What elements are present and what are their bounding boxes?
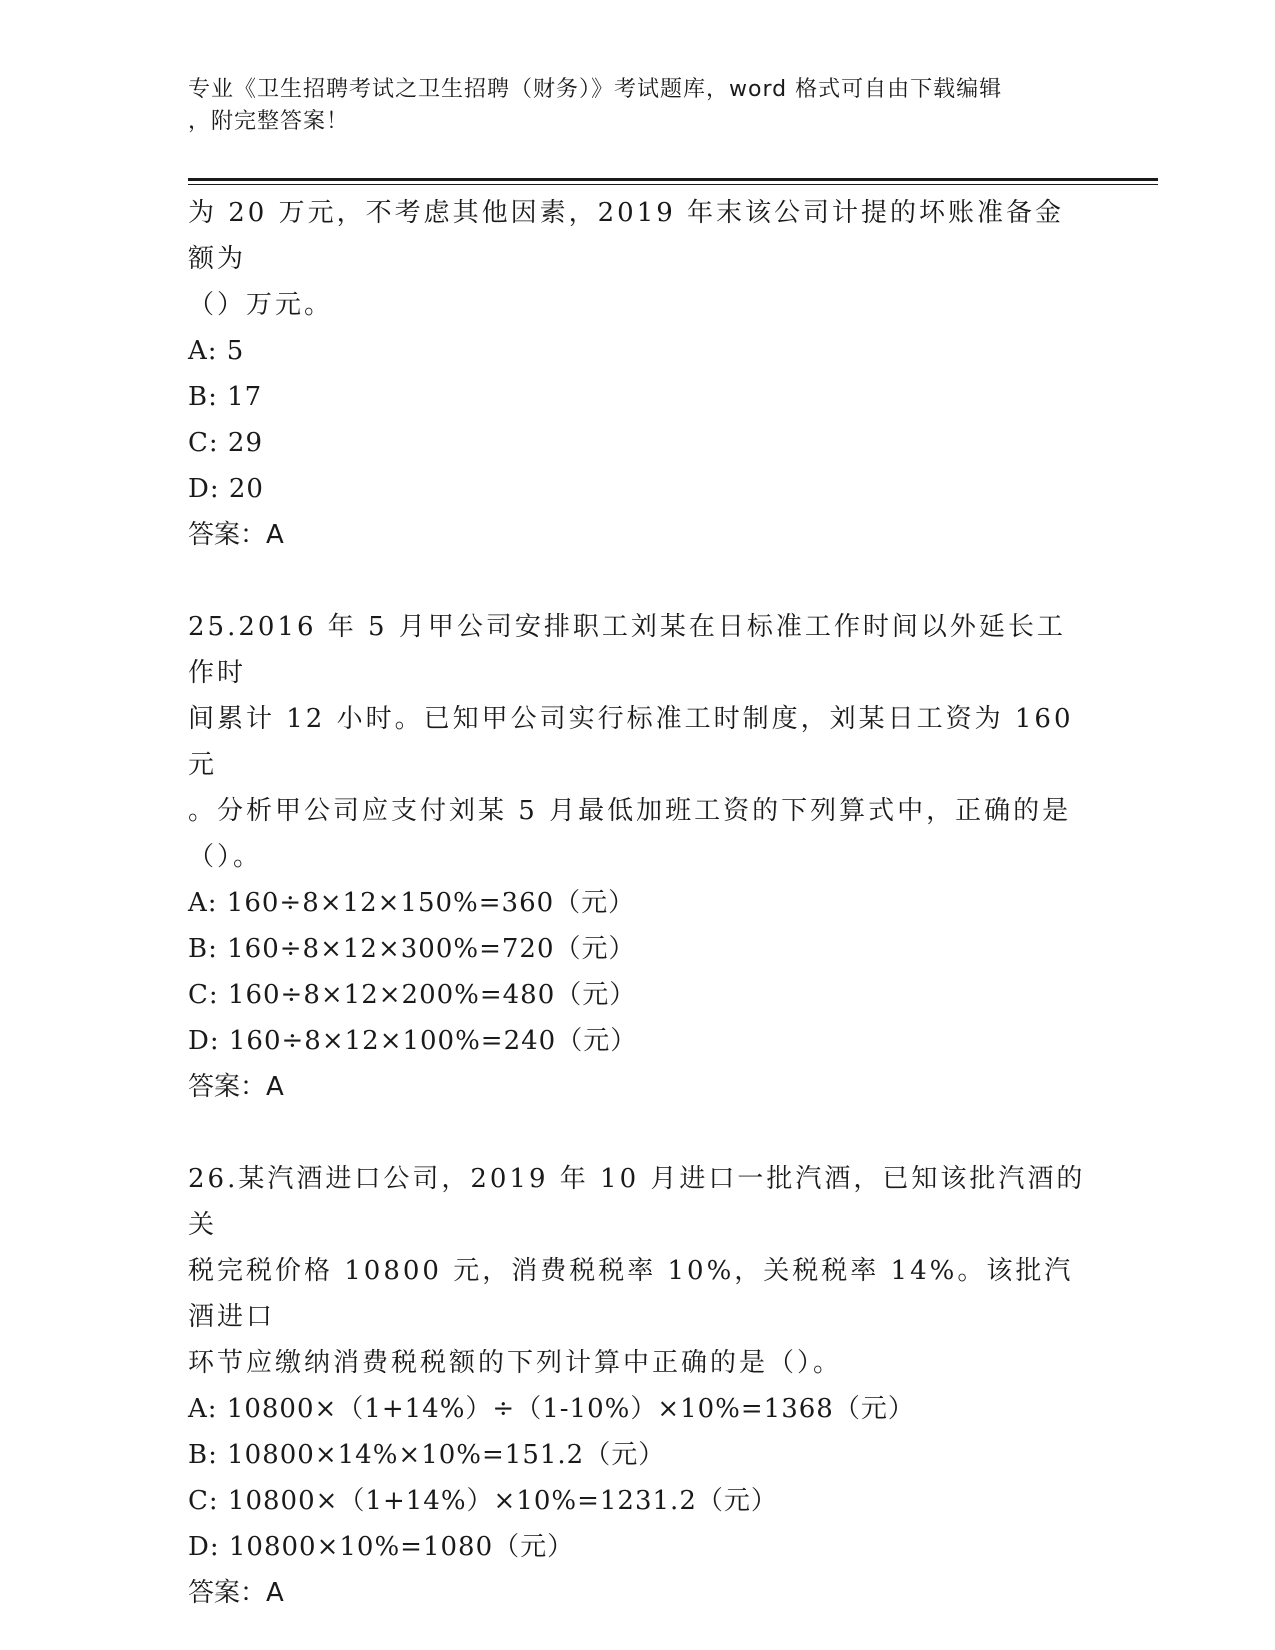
answer: 答案：A [188, 1578, 284, 1608]
option-b: B: 17 [188, 382, 263, 412]
answer: 答案：A [188, 1072, 284, 1102]
option-a: A: 10800×（1+14%）÷（1-10%）×10%=1368（元） [188, 1394, 915, 1424]
question-text-line: 税完税价格 10800 元，消费税税率 10%，关税税率 14%。该批汽酒进口 [188, 1256, 1074, 1332]
header-line-2: ，附完整答案！ [188, 109, 350, 134]
spacer [188, 1110, 1088, 1156]
answer: 答案：A [188, 520, 284, 550]
option-c: C: 160÷8×12×200%=480（元） [188, 980, 637, 1010]
spacer [188, 558, 1088, 604]
question-text-line: （）。 [188, 842, 263, 872]
document-header [188, 74, 1088, 138]
question-text-line: 为 20 万元，不考虑其他因素，2019 年末该公司计提的坏账准备金额为 [188, 198, 1065, 274]
question-text-line: 25.2016 年 5 月甲公司安排职工刘某在日标准工作时间以外延长工作时 [188, 612, 1066, 688]
option-d: D: 10800×10%=1080（元） [188, 1532, 575, 1562]
question-text-line: 。分析甲公司应支付刘某 5 月最低加班工资的下列算式中，正确的是 [188, 796, 1072, 826]
question-text-line: 26.某汽酒进口公司，2019 年 10 月进口一批汽酒，已知该批汽酒的关 [188, 1164, 1086, 1240]
question-25 [188, 604, 1088, 1110]
header-rule-thick [188, 178, 1158, 181]
option-b: B: 10800×14%×10%=151.2（元） [188, 1440, 666, 1470]
option-d: D: 160÷8×12×100%=240（元） [188, 1026, 638, 1056]
question-24 [188, 190, 1088, 558]
option-c: C: 10800×（1+14%）×10%=1231.2（元） [188, 1486, 778, 1516]
question-text-line: 间累计 12 小时。已知甲公司实行标准工时制度，刘某日工资为 160 元 [188, 704, 1074, 780]
question-text-line: 环节应缴纳消费税税额的下列计算中正确的是（）。 [188, 1348, 843, 1378]
question-26 [188, 1156, 1088, 1616]
header-line-1: 专业《卫生招聘考试之卫生招聘（财务）》考试题库，word 格式可自由下载编辑 [188, 77, 1003, 102]
option-c: C: 29 [188, 428, 264, 458]
question-text-line: （）万元。 [188, 290, 334, 320]
option-a: A: 160÷8×12×150%=360（元） [188, 888, 636, 918]
option-a: A: 5 [188, 336, 245, 366]
header-rule-thin [188, 184, 1158, 185]
option-d: D: 20 [188, 474, 264, 504]
option-b: B: 160÷8×12×300%=720（元） [188, 934, 636, 964]
document-body [188, 190, 1088, 1616]
